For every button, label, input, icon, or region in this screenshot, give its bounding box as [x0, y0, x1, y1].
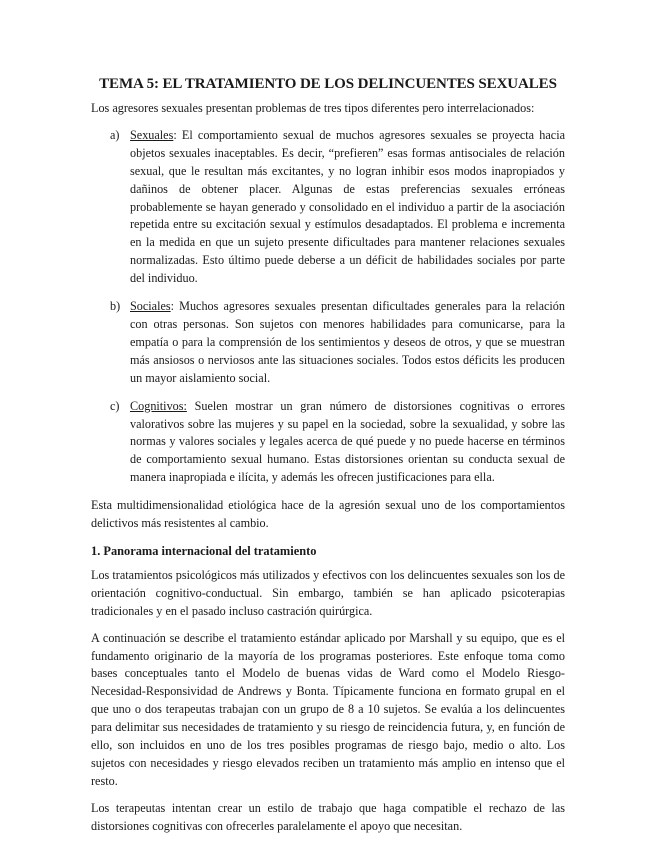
list-term: Cognitivos: — [130, 398, 187, 413]
list-term-suffix: : — [170, 299, 175, 314]
list-term-suffix: : — [173, 127, 177, 142]
list-marker: b) — [110, 299, 121, 314]
list-term: Sexuales — [130, 127, 174, 142]
problem-types-list — [91, 127, 565, 487]
list-text: El comportamiento sexual de muchos agresores sexuales se proyecta hacia objetos sexuales inaceptables. Es decir, “prefieren” esas formas antisociales de relación sexual, que le resultan más excitantes, y no logran inhibir esos modos inapropiados y dañinos de obtener placer. Algunas de estas preferencias sexuales erróneas probablemente se hayan generado y consolidado en el individuo a partir de la asociación repetida entre su excitación sexual y estímulos desadaptados. El problema e incrementa en la medida en que un sujeto presente dificultades para mantener relaciones sexuales normalizadas. Esto último puede deberse a un déficit de habilidades sociales por parte del individuo. — [130, 127, 565, 286]
section-heading: 1. Panorama internacional del tratamiento — [91, 543, 317, 558]
body-paragraph: Los tratamientos psicológicos más utilizados y efectivos con los delincuentes sexuales son los de orientación cognitivo-conductual. Sin embargo, también se han aplicado psicoterapias tradicionales y en el pasado incluso castración quirúrgica. — [91, 567, 565, 618]
list-marker: c) — [110, 398, 120, 413]
list-text: Muchos agresores sexuales presentan dificultades generales para la relación con otras personas. Son sujetos con menores habilidades para comunicarse, para la empatía o para la comprensión de los sentimientos y deseos de otros, y que se muestran más ansiosos o nerviosos ante las situaciones sociales. Todos estos déficits les producen un mayor aislamiento social. — [130, 299, 565, 385]
document-title: TEMA 5: EL TRATAMIENTO DE LOS DELINCUENTES SEXUALES — [99, 76, 557, 92]
list-term: Sociales — [130, 299, 171, 314]
list-text: Suelen mostrar un gran número de distorsiones cognitivas o errores valorativos sobre las mujeres y su papel en la sociedad, sobre la sexualidad, y sobre las normas y valores sociales y legales acerca de qué puede y no puede hacerse en términos de comportamiento sexual humano. Estas distorsiones orientan su conducta sexual de manera inapropiada e ilícita, y además les ofrecen justificaciones para ella. — [130, 398, 565, 485]
list-item-sociales — [91, 298, 565, 388]
intro-paragraph: Los agresores sexuales presentan problemas de tres tipos diferentes pero interrelacionados: — [91, 101, 535, 115]
list-item-cognitivos — [91, 398, 565, 488]
list-marker: a) — [110, 127, 120, 142]
closing-paragraph: Esta multidimensionalidad etiológica hace de la agresión sexual uno de los comportamientos delictivos más resistentes al cambio. — [91, 498, 565, 531]
body-paragraph: A continuación se describe el tratamiento estándar aplicado por Marshall y su equipo, que es el fundamento originario de la mayoría de los programas posteriores. Este enfoque toma como bases conceptuales tanto el Modelo de buenas vidas de Ward como el Modelo Riesgo-Necesidad-Responsividad de Andrews y Bonta. Típicamente funciona en formato grupal en el que uno o dos terapeutas trabajan con un grupo de 8 a 10 sujetos. Se evalúa a los delincuentes para delimitar sus necesidades de tratamiento y su riesgo de reincidencia futura, y, en función de ello, son incluidos en uno de los tres posibles programas de riesgo bajo, medio o alto. Los sujetos con necesidades y riesgo elevados reciben un tratamiento más amplio en intenso que el resto. — [91, 630, 565, 788]
body-paragraph: Los terapeutas intentan crear un estilo de trabajo que haga compatible el rechazo de las distorsiones cognitivas con ofrecerles paralelamente el apoyo que necesitan. — [91, 800, 565, 833]
list-item-sexuales — [91, 127, 565, 288]
